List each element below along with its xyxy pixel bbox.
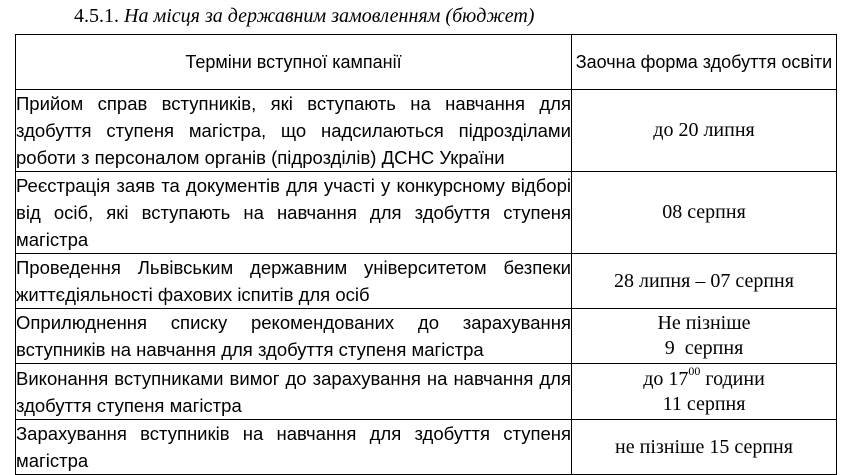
section-title: На місця за державним замовленням (бюджет) xyxy=(124,5,535,27)
stage-cell: Виконання вступниками вимог до зарахування на навчання для здобуття ступеня магістра xyxy=(16,364,572,420)
column-header-stage: Терміни вступної кампанії xyxy=(16,35,572,90)
deadline-line: 11 серпня xyxy=(662,392,746,415)
section-number: 4.5.1. xyxy=(74,5,119,27)
stage-cell: Зарахування вступників на навчання для здобуття ступеня магістра xyxy=(16,420,572,475)
table-row xyxy=(16,254,837,309)
deadline-line: Не пізніше xyxy=(657,312,751,334)
table-row xyxy=(16,172,837,254)
stage-cell: Проведення Львівським державним університетом безпеки життєдіяльності фахових іспитів для осіб xyxy=(16,254,572,309)
admission-schedule-table xyxy=(15,34,837,475)
deadline-prefix: до 17 xyxy=(643,367,689,390)
stage-cell: Реєстрація заяв та документів для участі у конкурсному відборі від осіб, які вступають на навчання для здобуття ступеня магістра xyxy=(16,172,572,254)
deadline-cell: не пізніше 15 серпня xyxy=(572,420,837,475)
stage-cell: Прийом справ вступників, які вступають на навчання для здобуття ступеня магістра, що надсилаються підрозділами роботи з персоналом органів (підрозділів) ДСНС України xyxy=(16,90,572,172)
deadline-superscript: 00 xyxy=(688,363,701,378)
deadline-cell xyxy=(572,364,837,420)
table-header-row xyxy=(16,35,837,90)
stage-cell: Оприлюднення списку рекомендованих до зарахування вступників на навчання для здобуття ступеня магістра xyxy=(16,309,572,364)
deadline-cell: 08 серпня xyxy=(572,172,837,254)
deadline-suffix: години xyxy=(700,367,765,390)
deadline-cell: до 20 липня xyxy=(572,90,837,172)
column-header-study-form: Заочна форма здобуття освіти xyxy=(572,35,837,90)
deadline-cell: 28 липня – 07 серпня xyxy=(572,254,837,309)
deadline-cell xyxy=(572,309,837,364)
deadline-line xyxy=(572,363,836,392)
table-row xyxy=(16,364,837,420)
table-row xyxy=(16,90,837,172)
section-heading xyxy=(74,3,534,29)
table-row xyxy=(16,420,837,475)
table-row xyxy=(16,309,837,364)
deadline-line: 9 серпня xyxy=(664,337,744,359)
